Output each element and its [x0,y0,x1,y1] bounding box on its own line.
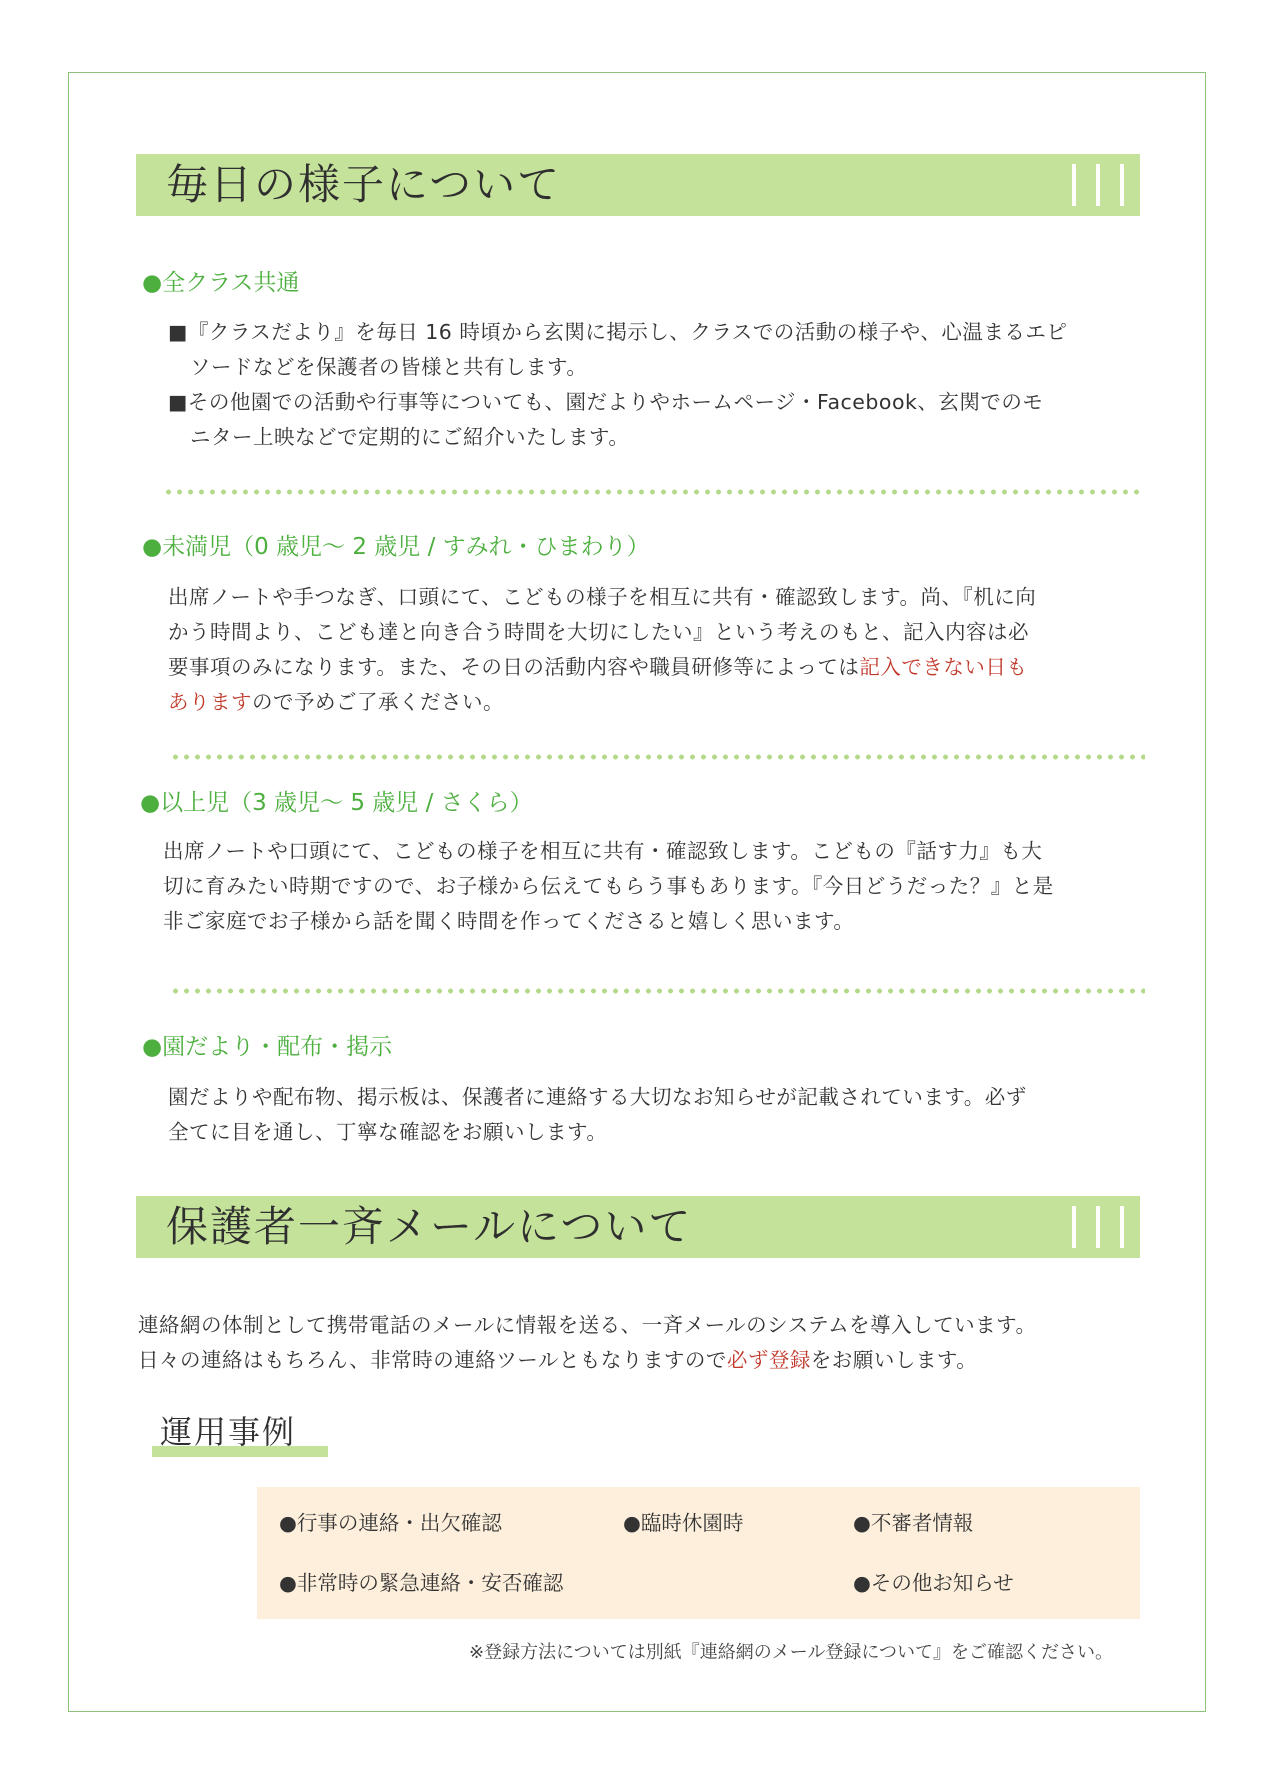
header-bars-decoration [1052,1206,1124,1248]
subheading-infant: ●未満児（0 歳児～ 2 歳児 / すみれ・ひまわり） [142,534,650,560]
subheading-older: ●以上児（3 歳児～ 5 歳児 / さくら） [140,790,533,816]
infant-text: ので予めご了承ください。 [252,690,504,714]
subheading-all-class: ●全クラス共通 [142,270,300,296]
section-title: 毎日の様子について [166,160,562,209]
mail-intro-text: をお願いします。 [810,1348,978,1372]
cases-heading-label: 運用事例 [160,1413,297,1451]
mail-intro-line: 連絡網の体制として携帯電話のメールに情報を送る、一斉メールのシステムを導入しています。 [138,1313,1037,1337]
case-item: ●不審者情報 [853,1511,974,1535]
dotted-divider [170,988,1145,994]
subheading-newsletter: ●園だより・配布・掲示 [142,1034,393,1060]
cases-heading [150,1413,328,1457]
dotted-divider [170,754,1145,760]
infant-emphasis: あります [168,690,252,714]
dotted-divider [163,489,1145,495]
infant-paragraph [168,580,1036,720]
case-item: ●その他お知らせ [853,1571,1014,1595]
infant-line: かう時間より、こども達と向き合う時間を大切にしたい』という考えのもと、記入内容は必 [168,620,1029,644]
all-class-line: ニター上映などで定期的にご紹介いたします。 [190,425,630,449]
older-line: 非ご家庭でお子様から話を聞く時間を作ってくださると嬉しく思います。 [163,909,855,933]
all-class-line: ■その他園での活動や行事等についても、園だよりやホームページ・Facebook、玄関でのモ [168,390,1044,414]
older-line: 出席ノートや口頭にて、こどもの様子を相互に共有・確認致します。こどもの『話す力』も大 [163,839,1043,863]
cases-box [257,1487,1140,1619]
infant-text: 要事項のみになります。また、その日の活動内容や職員研修等によっては [168,655,860,679]
section-header-daily [136,154,1140,216]
all-class-line: ソードなどを保護者の皆様と共有します。 [190,355,588,379]
case-item: ●非常時の緊急連絡・安否確認 [279,1571,564,1595]
older-paragraph [163,834,1054,939]
case-item: ●行事の連絡・出欠確認 [279,1511,502,1535]
section-title: 保護者一斉メールについて [166,1202,693,1251]
infant-line: 出席ノートや手つなぎ、口頭にて、こどもの様子を相互に共有・確認致します。尚、『机に向 [168,585,1037,609]
infant-line [168,685,1036,720]
mail-intro-paragraph [138,1308,1037,1378]
mail-intro-emphasis: 必ず登録 [726,1348,811,1372]
newsletter-paragraph [168,1080,1027,1150]
mail-intro-text: 日々の連絡はもちろん、非常時の連絡ツールともなりますので [138,1348,727,1372]
registration-note: ※登録方法については別紙『連絡網のメール登録について』をご確認ください。 [469,1642,1113,1663]
header-bars-decoration [1052,164,1124,206]
infant-line [168,650,1036,685]
older-line: 切に育みたい時期ですので、お子様から伝えてもらう事もあります。『今日どうだった？』と是 [163,874,1054,898]
all-class-paragraph [168,315,1067,455]
newsletter-line: 全てに目を通し、丁寧な確認をお願いします。 [168,1120,608,1144]
all-class-line: ■『クラスだより』を毎日 16 時頃から玄関に掲示し、クラスでの活動の様子や、心温まるエピ [168,320,1068,344]
newsletter-line: 園だよりや配布物、掲示板は、保護者に連絡する大切なお知らせが記載されています。必ず [168,1085,1027,1109]
infant-emphasis: 記入できない日も [859,655,1028,679]
mail-intro-line [138,1343,1037,1378]
section-header-mail [136,1196,1140,1258]
case-item: ●臨時休園時 [623,1511,744,1535]
